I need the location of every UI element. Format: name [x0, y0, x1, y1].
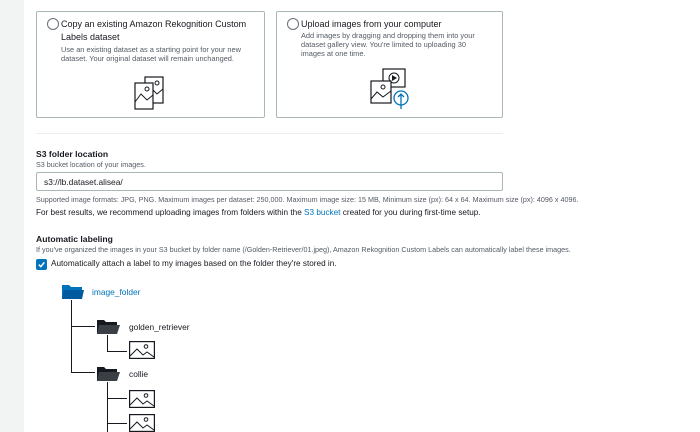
radio-copy-dataset[interactable]	[47, 18, 59, 30]
option-copy-desc-line2: dataset. Your original dataset will remain unchanged.	[61, 54, 234, 63]
s3-bucket-link[interactable]: S3 bucket	[304, 208, 341, 217]
option-upload-desc-line2: dataset gallery view. You're limited to uploading 30	[301, 40, 466, 49]
tree-branch-line	[107, 398, 127, 399]
tree-folder-collie: collie	[129, 369, 149, 379]
option-upload-desc-line1: Add images by dragging and dropping them into your	[301, 31, 475, 40]
upload-images-icon	[369, 67, 411, 111]
tree-root-label[interactable]: image_folder	[92, 287, 141, 297]
recommend-text-before: For best results, we recommend uploading images from folders within the	[36, 208, 302, 217]
option-copy-desc-line1: Use an existing dataset as a starting point for your new	[61, 45, 241, 54]
folder-icon	[96, 364, 122, 382]
option-copy-title-line1: Copy an existing Amazon Rekognition Custom	[61, 19, 247, 29]
option-copy-title-line2: Labels dataset	[61, 32, 120, 42]
image-file-icon	[129, 414, 155, 432]
auto-label-title: Automatic labeling	[36, 234, 113, 244]
checkmark-icon	[37, 260, 46, 269]
image-file-icon	[129, 341, 155, 359]
copy-images-icon	[133, 75, 167, 111]
recommend-text-after: created for you during first-time setup.	[342, 208, 481, 217]
option-upload-computer[interactable]	[276, 11, 503, 118]
radio-upload-computer[interactable]	[287, 18, 299, 30]
section-divider	[36, 133, 503, 134]
tree-branch-line	[107, 351, 127, 352]
auto-label-description: If you've organized the images in your S3 bucket by folder name (/Golden-Retriever/01.jpeg), Amazon Rekognition Custom Labels can automatically label these images.	[36, 245, 571, 254]
option-copy-dataset[interactable]	[36, 11, 265, 118]
tree-branch-line	[71, 372, 95, 373]
tree-folder-golden-retriever: golden_retriever	[129, 322, 190, 332]
s3-folder-description: S3 bucket location of your images.	[36, 160, 146, 169]
auto-label-checkbox-label: Automatically attach a label to my images based on the folder they're stored in.	[51, 259, 337, 268]
root-folder-icon	[61, 282, 85, 300]
option-upload-desc-line3: images at one time.	[301, 49, 366, 58]
tree-trunk-line	[71, 300, 72, 372]
auto-label-checkbox[interactable]	[36, 259, 47, 270]
folder-icon	[96, 317, 122, 335]
s3-recommendation	[36, 208, 481, 217]
s3-folder-label: S3 folder location	[36, 149, 109, 159]
s3-location-input[interactable]	[36, 172, 503, 191]
tree-branch-line	[107, 335, 108, 352]
image-file-icon	[129, 390, 155, 408]
tree-branch-line	[107, 423, 127, 424]
option-upload-title: Upload images from your computer	[301, 19, 442, 29]
tree-branch-line	[71, 326, 95, 327]
tree-branch-line	[107, 382, 108, 432]
s3-constraints-text: Supported image formats: JPG, PNG. Maximum images per dataset: 250,000. Maximum image size: 15 MB, Minimum size (px): 64 x 64. Maximum size (px): 4096 x 4096.	[36, 195, 579, 204]
